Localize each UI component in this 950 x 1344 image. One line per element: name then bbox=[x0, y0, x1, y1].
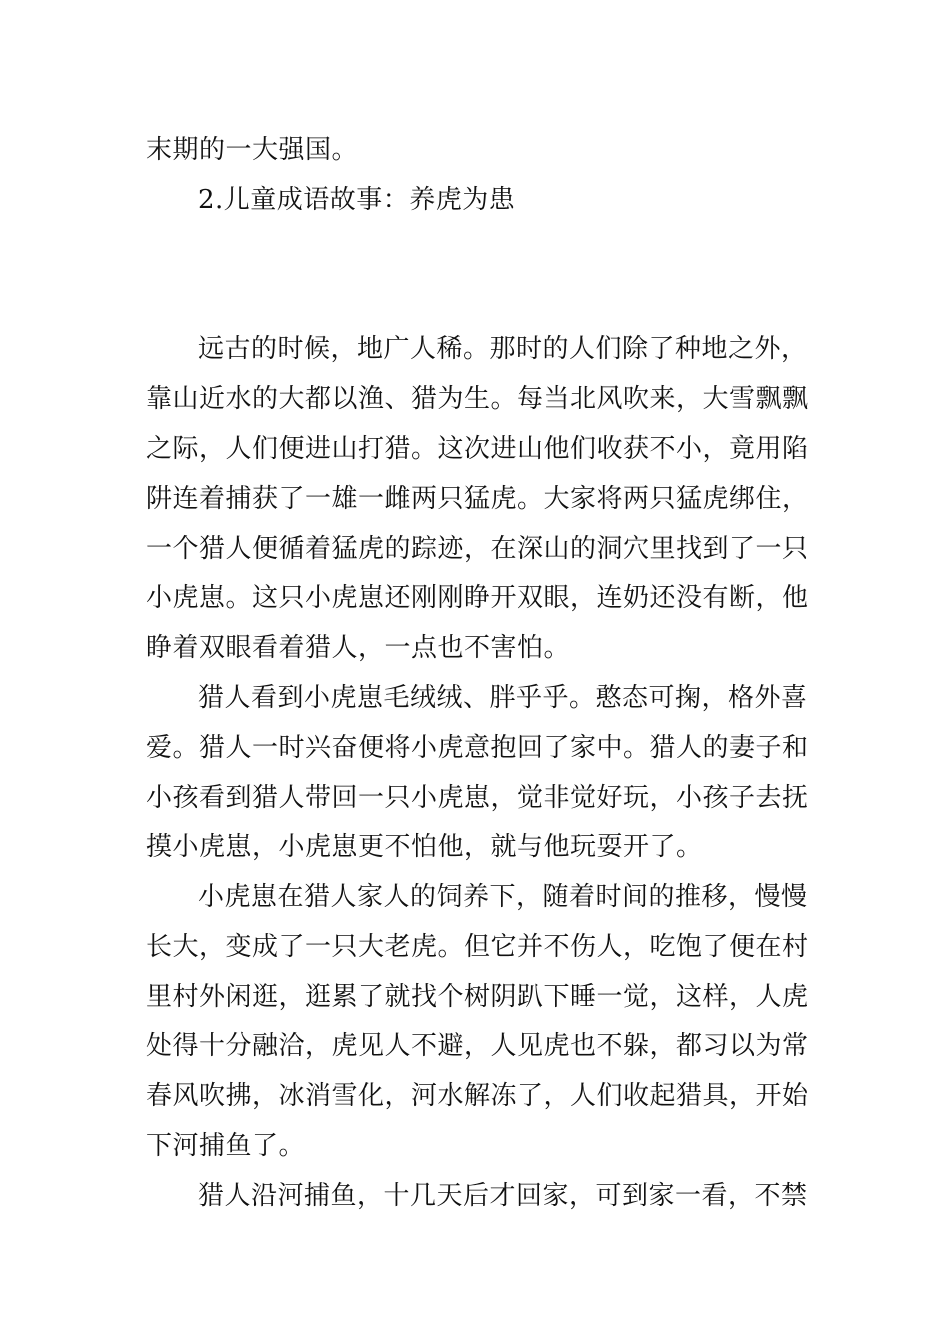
paragraph-2-line-2: 爱。猎人一时兴奋便将小虎意抱回了家中。猎人的妻子和 bbox=[146, 733, 809, 763]
intro-tail-text: 末期的一大强国。 bbox=[146, 135, 359, 165]
paragraph-3-line-2: 长大，变成了一只大老虎。但它并不伤人，吃饱了便在村 bbox=[146, 932, 809, 962]
paragraph-1-line-2: 靠山近水的大都以渔、猎为生。每当北风吹来，大雪飘飘 bbox=[146, 384, 809, 414]
paragraph-1-line-1: 远古的时候，地广人稀。那时的人们除了种地之外， bbox=[198, 334, 808, 364]
section-heading: 2.儿童成语故事：养虎为患 bbox=[198, 185, 516, 215]
paragraph-1-line-6: 小虎崽。这只小虎崽还刚刚睁开双眼，连奶还没有断，他 bbox=[146, 583, 809, 613]
paragraph-4-line-1: 猎人沿河捕鱼，十几天后才回家，可到家一看，不禁 bbox=[198, 1181, 808, 1211]
paragraph-3-line-5: 春风吹拂，冰消雪化，河水解冻了，人们收起猎具，开始 bbox=[146, 1081, 809, 1111]
paragraph-3-line-6: 下河捕鱼了。 bbox=[146, 1131, 306, 1161]
paragraph-2-line-4: 摸小虎崽，小虎崽更不怕他，就与他玩耍开了。 bbox=[146, 832, 703, 862]
paragraph-3-line-3: 里村外闲逛，逛累了就找个树阴趴下睡一觉，这样，人虎 bbox=[146, 982, 809, 1012]
paragraph-1-line-7: 睁着双眼看着猎人，一点也不害怕。 bbox=[146, 633, 571, 663]
paragraph-2-line-1: 猎人看到小虎崽毛绒绒、胖乎乎。憨态可掬，格外喜 bbox=[198, 683, 808, 713]
paragraph-3-line-1: 小虎崽在猎人家人的饲养下，随着时间的推移，慢慢 bbox=[198, 882, 808, 912]
paragraph-1-line-5: 一个猎人便循着猛虎的踪迹，在深山的洞穴里找到了一只 bbox=[146, 534, 809, 564]
paragraph-1-line-4: 阱连着捕获了一雄一雌两只猛虎。大家将两只猛虎绑住， bbox=[146, 484, 809, 514]
paragraph-2-line-3: 小孩看到猎人带回一只小虎崽，觉非觉好玩，小孩子去抚 bbox=[146, 783, 809, 813]
paragraph-3-line-4: 处得十分融洽，虎见人不避，人见虎也不躲，都习以为常 bbox=[146, 1031, 809, 1061]
paragraph-1-line-3: 之际，人们便进山打猎。这次进山他们收获不小，竟用陷 bbox=[146, 434, 809, 464]
